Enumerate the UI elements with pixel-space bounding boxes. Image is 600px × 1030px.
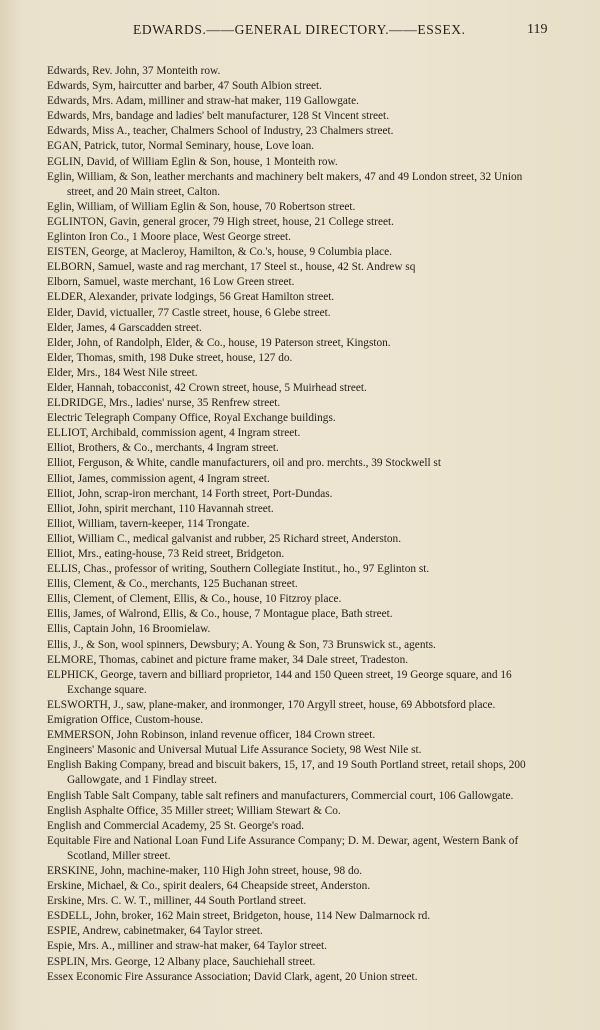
directory-entry: EGLIN, David, of William Eglin & Son, house, 1 Monteith row. <box>47 155 338 168</box>
directory-entries <box>47 64 552 985</box>
directory-entry: Eglin, William, of William Eglin & Son, house, 70 Robertson street. <box>47 200 356 213</box>
directory-entry: ELSWORTH, J., saw, plane-maker, and ironmonger, 170 Argyll street, house, 69 Abbotsford place. <box>47 698 496 711</box>
directory-entry: Edwards, Sym, haircutter and barber, 47 South Albion street. <box>47 80 323 93</box>
directory-entry: Elder, Hannah, tobacconist, 42 Crown street, house, 5 Muirhead street. <box>47 381 367 394</box>
directory-entry: EGAN, Patrick, tutor, Normal Seminary, house, Love loan. <box>47 140 315 153</box>
running-head: EDWARDS.——GENERAL DIRECTORY.——ESSEX. <box>133 22 466 37</box>
directory-entry: English and Commercial Academy, 25 St. George's road. <box>47 819 305 832</box>
directory-entry: ELDER, Alexander, private lodgings, 56 Great Hamilton street. <box>47 291 335 304</box>
directory-entry: Ellis, Clement, of Clement, Ellis, & Co., house, 10 Fitzroy place. <box>47 593 342 606</box>
directory-entry: Ellis, J., & Son, wool spinners, Dewsbury; A. Young & Son, 73 Brunswick st., agents. <box>47 638 436 651</box>
directory-entry: ELPHICK, George, tavern and billiard proprietor, 144 and 150 Queen street, 19 George square, and 16 Exchange square. <box>47 668 512 696</box>
directory-entry: Elliot, James, commission agent, 4 Ingram street. <box>47 472 270 485</box>
directory-entry: Electric Telegraph Company Office, Royal Exchange buildings. <box>47 412 336 425</box>
directory-entry: ESPIE, Andrew, cabinetmaker, 64 Taylor street. <box>47 925 263 938</box>
directory-entry: Elder, James, 4 Garscadden street. <box>47 321 202 334</box>
directory-entry: Essex Economic Fire Assurance Association; David Clark, agent, 20 Union street. <box>47 970 418 983</box>
directory-entry: Edwards, Mrs, bandage and ladies' belt manufacturer, 128 St Vincent street. <box>47 110 390 123</box>
directory-entry: Ellis, Clement, & Co., merchants, 125 Buchanan street. <box>47 578 298 591</box>
directory-entry: ESDELL, John, broker, 162 Main street, Bridgeton, house, 114 New Dalmarnock rd. <box>47 910 431 923</box>
directory-entry: Elder, John, of Randolph, Elder, & Co., house, 19 Paterson street, Kingston. <box>47 336 391 349</box>
directory-entry: Eglin, William, & Son, leather merchants and machinery belt makers, 47 and 49 London street, 32 Union street, and 20 Main street, Calton. <box>47 170 523 198</box>
page-header <box>0 22 600 42</box>
directory-entry: Elder, Thomas, smith, 198 Duke street, house, 127 do. <box>47 351 293 364</box>
directory-entry: ERSKINE, John, machine-maker, 110 High John street, house, 98 do. <box>47 864 363 877</box>
directory-entry: Edwards, Rev. John, 37 Monteith row. <box>47 65 221 77</box>
directory-entry: Elliot, Ferguson, & White, candle manufacturers, oil and pro. merchts., 39 Stockwell st <box>47 457 441 470</box>
directory-entry: EGLINTON, Gavin, general grocer, 79 High street, house, 21 College street. <box>47 215 394 228</box>
directory-entry: Equitable Fire and National Loan Fund Life Assurance Company; D. M. Dewar, agent, Western Bank of Scotland, Miller street. <box>47 834 519 862</box>
directory-entry: Elliot, Brothers, & Co., merchants, 4 Ingram street. <box>47 442 279 455</box>
directory-entry: English Baking Company, bread and biscuit bakers, 15, 17, and 19 South Portland street, retail shops, 200 Gallowgate, and 1 Findlay street. <box>47 759 526 787</box>
directory-entry: Ellis, James, of Walrond, Ellis, & Co., house, 7 Montague place, Bath street. <box>47 608 393 621</box>
directory-entry: Espie, Mrs. A., milliner and straw-hat maker, 64 Taylor street. <box>47 940 327 953</box>
directory-entry: Erskine, Michael, & Co., spirit dealers, 64 Cheapside street, Anderston. <box>47 880 371 893</box>
directory-entry: Elder, Mrs., 184 West Nile street. <box>47 366 198 379</box>
directory-entry: Edwards, Mrs. Adam, milliner and straw-hat maker, 119 Gallowgate. <box>47 95 359 108</box>
directory-entry: Eglinton Iron Co., 1 Moore place, West George street. <box>47 231 292 244</box>
directory-entry: English Asphalte Office, 35 Miller street; William Stewart & Co. <box>47 804 341 817</box>
directory-entry: ELDRIDGE, Mrs., ladies' nurse, 35 Renfrew street. <box>47 397 281 410</box>
directory-entry: EMMERSON, John Robinson, inland revenue officer, 184 Crown street. <box>47 729 376 742</box>
directory-entry: Elliot, William C., medical galvanist and rubber, 25 Richard street, Anderston. <box>47 532 402 545</box>
directory-entry: Ellis, Captain John, 16 Broomielaw. <box>47 623 211 636</box>
directory-entry: English Table Salt Company, table salt refiners and manufacturers, Commercial court, 106 Gallowgate. <box>47 789 514 802</box>
directory-entry: Elder, David, victualler, 77 Castle street, house, 6 Glebe street. <box>47 306 331 319</box>
page-number: 119 <box>527 22 548 37</box>
directory-entry: ESPLIN, Mrs. George, 12 Albany place, Sauchiehall street. <box>47 955 316 968</box>
directory-entry: Elliot, William, tavern-keeper, 114 Trongate. <box>47 517 250 530</box>
directory-entry: Edwards, Miss A., teacher, Chalmers School of Industry, 23 Chalmers street. <box>47 125 394 138</box>
directory-entry: ELLIOT, Archibald, commission agent, 4 Ingram street. <box>47 427 301 440</box>
directory-entry: ELBORN, Samuel, waste and rag merchant, 17 Steel st., house, 42 St. Andrew sq <box>47 261 416 274</box>
directory-entry: Engineers' Masonic and Universal Mutual Life Assurance Society, 98 West Nile st. <box>47 744 422 757</box>
directory-entry: Elliot, Mrs., eating-house, 73 Reid street, Bridgeton. <box>47 548 285 560</box>
directory-entry: Elliot, John, scrap-iron merchant, 14 Forth street, Port-Dundas. <box>47 487 333 500</box>
directory-entry: Emigration Office, Custom-house. <box>47 714 204 727</box>
directory-entry: ELMORE, Thomas, cabinet and picture frame maker, 34 Dale street, Tradeston. <box>47 653 409 666</box>
directory-entry: EISTEN, George, at Macleroy, Hamilton, & Co.'s, house, 9 Columbia place. <box>47 246 392 259</box>
directory-entry: Elliot, John, spirit merchant, 110 Havannah street. <box>47 502 274 515</box>
directory-entry: Erskine, Mrs. C. W. T., milliner, 44 South Portland street. <box>47 895 307 908</box>
directory-entry: Elborn, Samuel, waste merchant, 16 Low Green street. <box>47 276 295 289</box>
directory-entry: ELLIS, Chas., professor of writing, Southern Collegiate Institut., ho., 97 Eglinton st. <box>47 563 430 576</box>
